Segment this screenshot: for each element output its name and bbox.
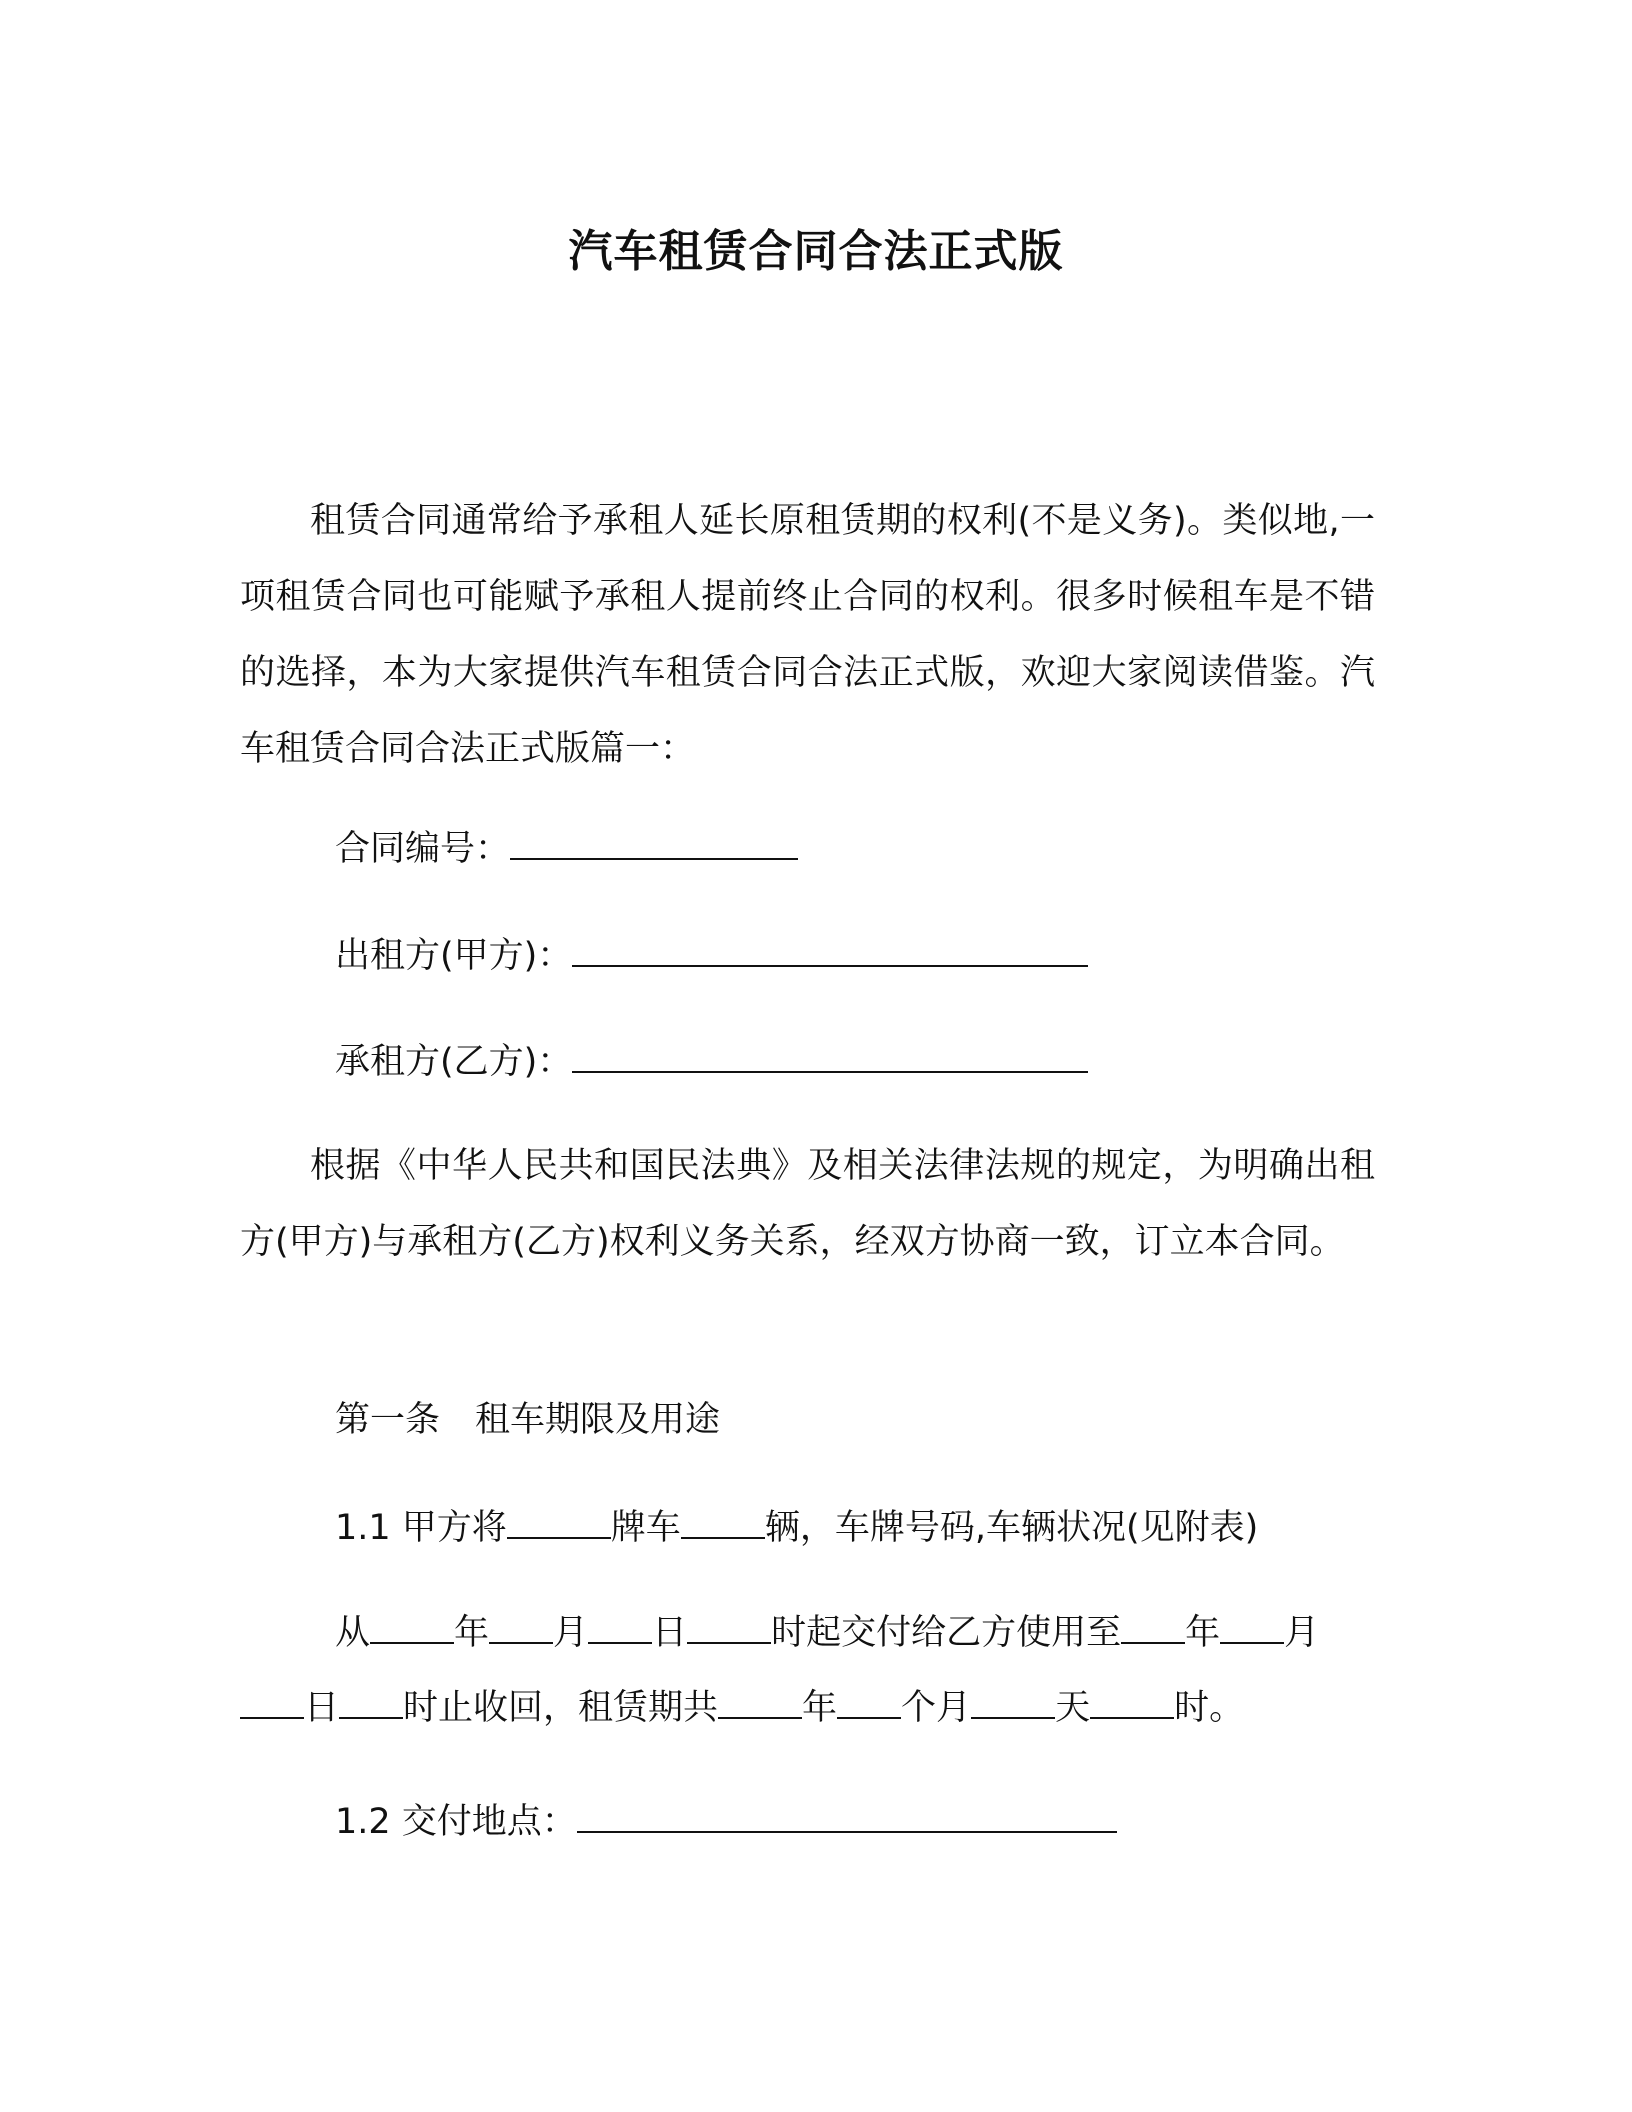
car-brand-blank[interactable] bbox=[507, 1501, 611, 1539]
document-title: 汽车租赁合同合法正式版 bbox=[568, 226, 1064, 277]
intro-paragraph-block bbox=[240, 483, 1375, 787]
contract-number-blank[interactable] bbox=[510, 822, 798, 860]
total-days-blank[interactable] bbox=[971, 1681, 1055, 1719]
total-hours-blank[interactable] bbox=[1090, 1681, 1174, 1719]
lessee-blank[interactable] bbox=[572, 1035, 1088, 1073]
lessor-blank[interactable] bbox=[572, 929, 1088, 967]
car-count-blank[interactable] bbox=[681, 1501, 765, 1539]
lessee-line bbox=[335, 1035, 1088, 1087]
period-text-total-year: 年 bbox=[802, 1688, 838, 1728]
period-text-day: 日 bbox=[652, 1613, 688, 1653]
period-text-end-month: 月 bbox=[1284, 1613, 1320, 1653]
end-day-blank[interactable] bbox=[240, 1681, 304, 1719]
delivery-location-blank[interactable] bbox=[577, 1795, 1117, 1833]
period-line-1 bbox=[335, 1606, 1319, 1658]
contract-number-line bbox=[335, 822, 798, 874]
start-month-blank[interactable] bbox=[489, 1606, 553, 1644]
period-text-total: 时止收回，租赁期共 bbox=[403, 1688, 719, 1728]
period-text-total-hour: 时。 bbox=[1174, 1688, 1245, 1728]
period-text-total-month: 个月 bbox=[901, 1688, 972, 1728]
start-hour-blank[interactable] bbox=[687, 1606, 771, 1644]
period-text-month: 月 bbox=[553, 1613, 589, 1653]
clause-1-1-count-suffix: 辆，车牌号码,车辆状况(见附表) bbox=[764, 1508, 1259, 1548]
start-day-blank[interactable] bbox=[588, 1606, 652, 1644]
clause-1-2-line bbox=[335, 1795, 1117, 1847]
contract-number-label: 合同编号： bbox=[335, 829, 511, 869]
total-years-blank[interactable] bbox=[718, 1681, 802, 1719]
clause-1-1-line bbox=[335, 1501, 1258, 1553]
period-text-year: 年 bbox=[454, 1613, 490, 1653]
clause-1-1-prefix: 1.1 甲方将 bbox=[335, 1508, 507, 1548]
clause-1-1-brand-suffix: 牌车 bbox=[610, 1508, 681, 1548]
intro-paragraph: 租赁合同通常给予承租人延长原租赁期的权利(不是义务)。类似地,一项租赁合同也可能赋予承租人提前终止合同的权利。很多时候租车是不错的选择，本为大家提供汽车租赁合同合法正式版，欢迎大家阅读借鉴。汽车租赁合同合法正式版篇一： bbox=[240, 501, 1375, 769]
end-month-blank[interactable] bbox=[1220, 1606, 1284, 1644]
start-year-blank[interactable] bbox=[370, 1606, 454, 1644]
lessor-line bbox=[335, 929, 1088, 981]
basis-paragraph-block bbox=[240, 1128, 1375, 1280]
period-line-2 bbox=[240, 1681, 1244, 1733]
period-text-end-year: 年 bbox=[1185, 1613, 1221, 1653]
end-year-blank[interactable] bbox=[1121, 1606, 1185, 1644]
period-text-total-day: 天 bbox=[1055, 1688, 1091, 1728]
period-text-from: 从 bbox=[335, 1613, 371, 1653]
lessor-label: 出租方(甲方)： bbox=[335, 936, 573, 976]
end-hour-blank[interactable] bbox=[339, 1681, 403, 1719]
basis-paragraph: 根据《中华人民共和国民法典》及相关法律法规的规定，为明确出租方(甲方)与承租方(乙方)权利义务关系，经双方协商一致，订立本合同。 bbox=[240, 1146, 1375, 1262]
lessee-label: 承租方(乙方)： bbox=[335, 1042, 573, 1082]
article-1-heading: 第一条 租车期限及用途 bbox=[335, 1400, 721, 1440]
delivery-location-label: 1.2 交付地点： bbox=[335, 1802, 577, 1842]
period-text-end-day: 日 bbox=[304, 1688, 340, 1728]
total-months-blank[interactable] bbox=[837, 1681, 901, 1719]
period-text-deliver: 时起交付给乙方使用至 bbox=[771, 1613, 1122, 1653]
